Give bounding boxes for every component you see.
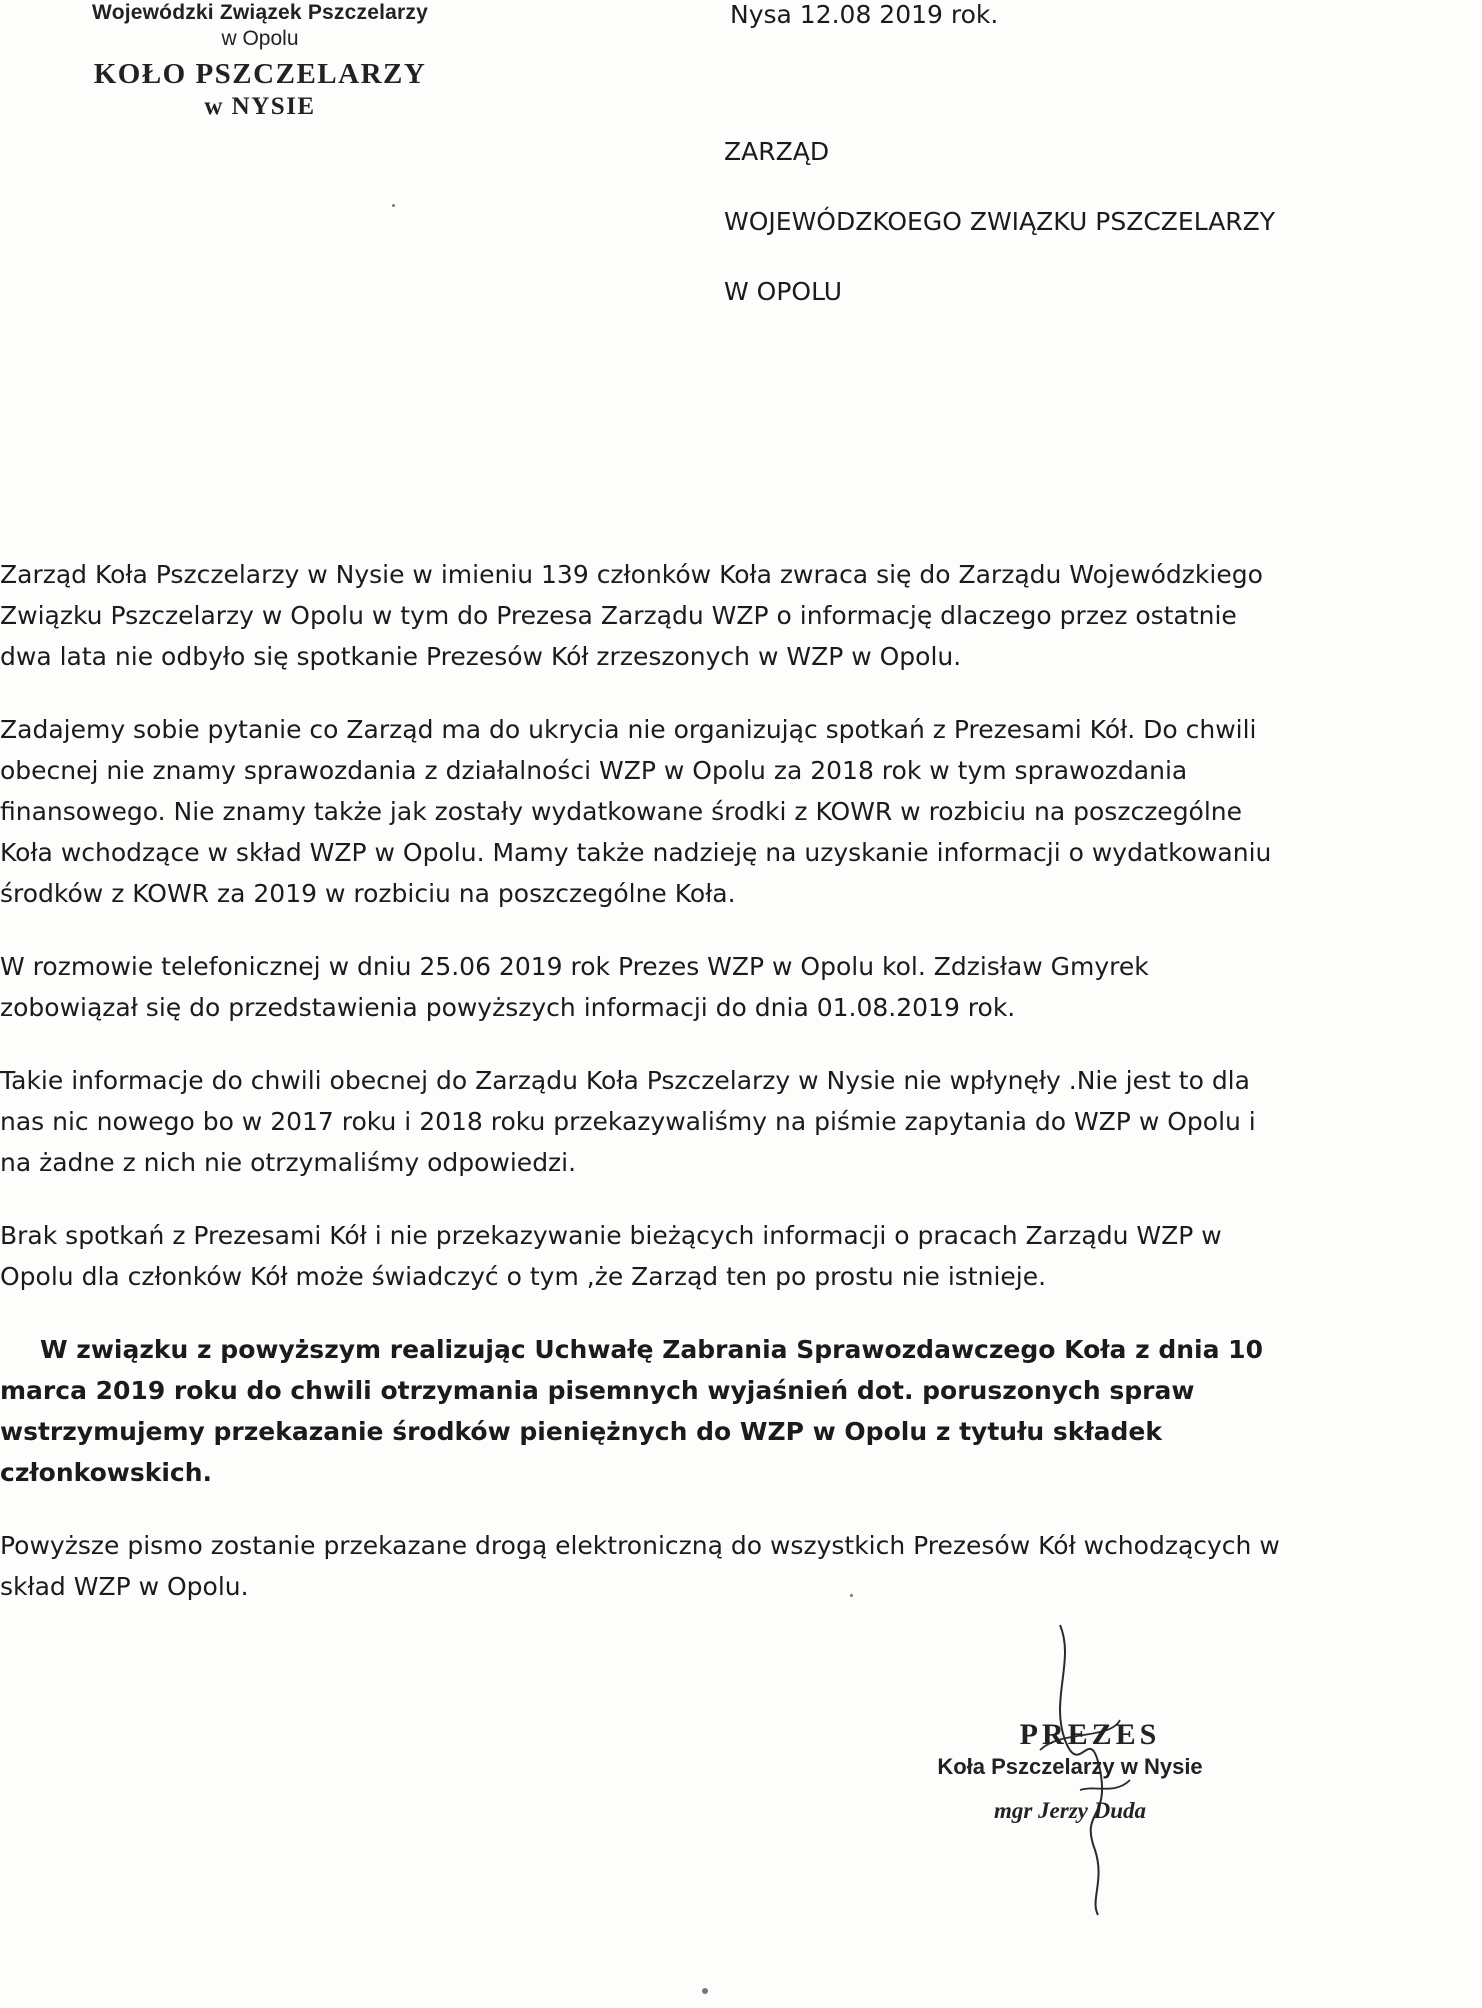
recipient-line-2: WOJEWÓDZKOEGO ZWIĄZKU PSZCZELARZY (724, 207, 1276, 236)
recipient-line-3: W OPOLU (724, 277, 843, 306)
body-paragraph-2: Zadajemy sobie pytanie co Zarząd ma do ukrycia nie organizując spotkań z Prezesami Kół. Do chwili obecnej nie znamy sprawozdania z działalności WZP w Opolu za 2018 rok w tym sprawozdania finansowego. Nie znamy także jak zostały wydatkowane środki z KOWR w rozbiciu na poszczególne Koła wchodzące w skład WZP w Opolu. Mamy także nadzieję na uzyskanie informacji o wydatkowaniu środków z KOWR za 2019 w rozbiciu na poszczególne Koła. (0, 715, 1272, 908)
letter-date: Nysa 12.08 2019 rok. (730, 0, 999, 29)
body-paragraph-7: Powyższe pismo zostanie przekazane drogą elektroniczną do wszystkich Prezesów Kół wchodzących w skład WZP w Opolu. (0, 1531, 1280, 1601)
stamp-club-city: w NYSIE (204, 93, 316, 120)
recipient-line-1: ZARZĄD (724, 137, 830, 166)
scan-speck (392, 204, 395, 207)
signature-stamp (900, 1718, 1240, 1828)
letter-body (0, 554, 1290, 1639)
body-paragraph-6-bold: W związku z powyższym realizując Uchwałę Zabrania Sprawozdawczego Koła z dnia 10 marca 2019 roku do chwili otrzymania pisemnych wyjaśnień dot. poruszonych spraw wstrzymujemy przekazanie środków pieniężnych do WZP w Opolu z tytułu składek członkowskich. (0, 1335, 1263, 1487)
stamp-city: w Opolu (221, 27, 299, 50)
signature-organization: Koła Pszczelarzy w Nysie (937, 1754, 1203, 1779)
organization-stamp (80, 0, 440, 122)
signature-name: mgr Jerzy Duda (993, 1798, 1147, 1823)
body-paragraph-3: W rozmowie telefonicznej w dniu 25.06 2019 rok Prezes WZP w Opolu kol. Zdzisław Gmyrek zobowiązał się do przedstawienia powyższych informacji do dnia 01.08.2019 rok. (0, 952, 1149, 1022)
stamp-association: Wojewódzki Związek Pszczelarzy (92, 1, 428, 24)
body-paragraph-1: Zarząd Koła Pszczelarzy w Nysie w imieniu 139 członków Koła zwraca się do Zarządu Wojewódzkiego Związku Pszczelarzy w Opolu w tym do Prezesa Zarządu WZP o informację dlaczego przez ostatnie dwa lata nie odbyło się spotkanie Prezesów Kół zrzeszonych w WZP w Opolu. (0, 560, 1263, 671)
body-paragraph-5: Brak spotkań z Prezesami Kół i nie przekazywanie bieżących informacji o pracach Zarządu WZP w Opolu dla członków Kół może świadczyć o tym ,że Zarząd ten po prostu nie istnieje. (0, 1221, 1222, 1291)
scan-speck (702, 1988, 708, 1994)
scan-speck (850, 1594, 853, 1597)
body-paragraph-4: Takie informacje do chwili obecnej do Zarządu Koła Pszczelarzy w Nysie nie wpłynęły .Nie jest to dla nas nic nowego bo w 2017 roku i 2018 roku przekazywaliśmy na piśmie zapytania do WZP w Opolu i na żadne z nich nie otrzymaliśmy odpowiedzi. (0, 1066, 1256, 1177)
recipient-block (724, 134, 1275, 344)
signature-title: PREZES (1019, 1718, 1161, 1751)
stamp-club-name: KOŁO PSZCZELARZY (93, 58, 427, 90)
